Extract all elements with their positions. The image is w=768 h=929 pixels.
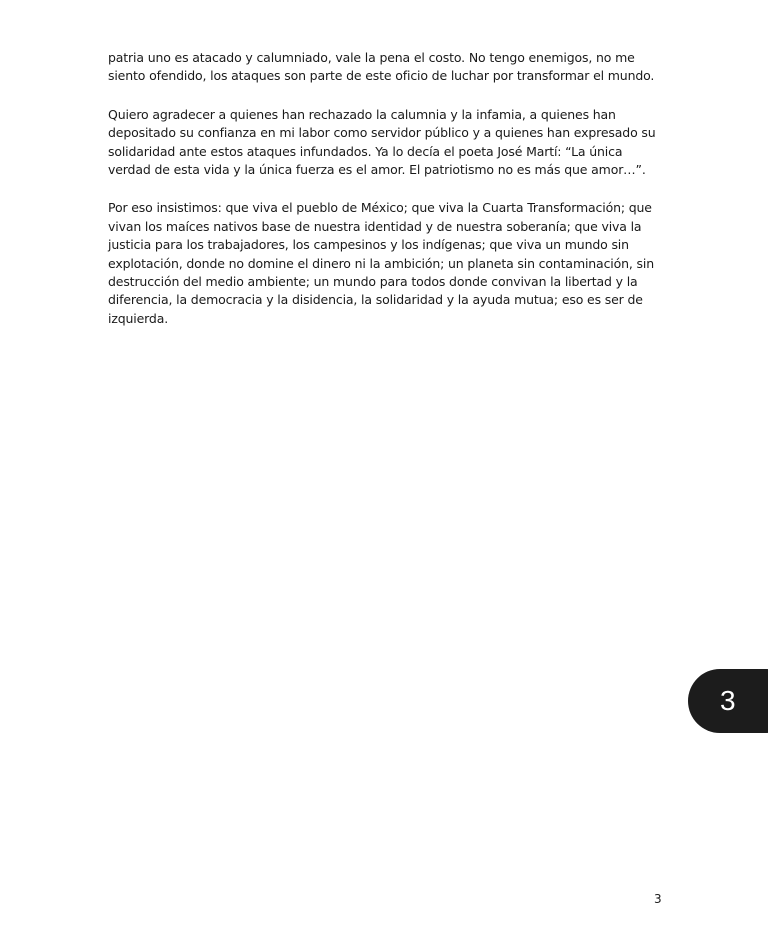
document-body bbox=[108, 49, 668, 348]
page-number: 3 bbox=[654, 892, 662, 906]
paragraph-line: justicia para los trabajadores, los campesinos y los indígenas; que viva un mundo sin bbox=[108, 237, 629, 253]
paragraph-line: destrucción del medio ambiente; un mundo para todos donde convivan la libertad y la bbox=[108, 274, 638, 290]
paragraph-1 bbox=[108, 49, 668, 86]
paragraph-line: explotación, donde no domine el dinero ni la ambición; un planeta sin contaminación, sin bbox=[108, 255, 654, 271]
paragraph-line: izquierda. bbox=[108, 310, 169, 326]
paragraph-line: verdad de esta vida y la única fuerza es el amor. El patriotismo no es más que amor…”. bbox=[108, 162, 646, 178]
paragraph-3 bbox=[108, 199, 668, 328]
paragraph-line: solidaridad ante estos ataques infundados. Ya lo decía el poeta José Martí: “La única bbox=[108, 143, 623, 159]
paragraph-line: patria uno es atacado y calumniado, vale la pena el costo. No tengo enemigos, no me bbox=[108, 50, 635, 65]
paragraph-line: vivan los maíces nativos base de nuestra identidad y de nuestra soberanía; que viva la bbox=[108, 218, 642, 234]
page-indicator-badge: 3 bbox=[688, 669, 768, 733]
paragraph-line: siento ofendido, los ataques son parte de este oficio de luchar por transformar el mundo. bbox=[108, 68, 655, 84]
paragraph-line: Por eso insistimos: que viva el pueblo de México; que viva la Cuarta Transformación; que bbox=[108, 200, 652, 216]
paragraph-2 bbox=[108, 106, 668, 180]
paragraph-line: Quiero agradecer a quienes han rechazado la calumnia y la infamia, a quienes han bbox=[108, 106, 616, 122]
paragraph-line: depositado su confianza en mi labor como servidor público y a quienes han expresado su bbox=[108, 125, 656, 141]
paragraph-line: diferencia, la democracia y la disidencia, la solidaridad y la ayuda mutua; eso es ser de bbox=[108, 292, 643, 308]
